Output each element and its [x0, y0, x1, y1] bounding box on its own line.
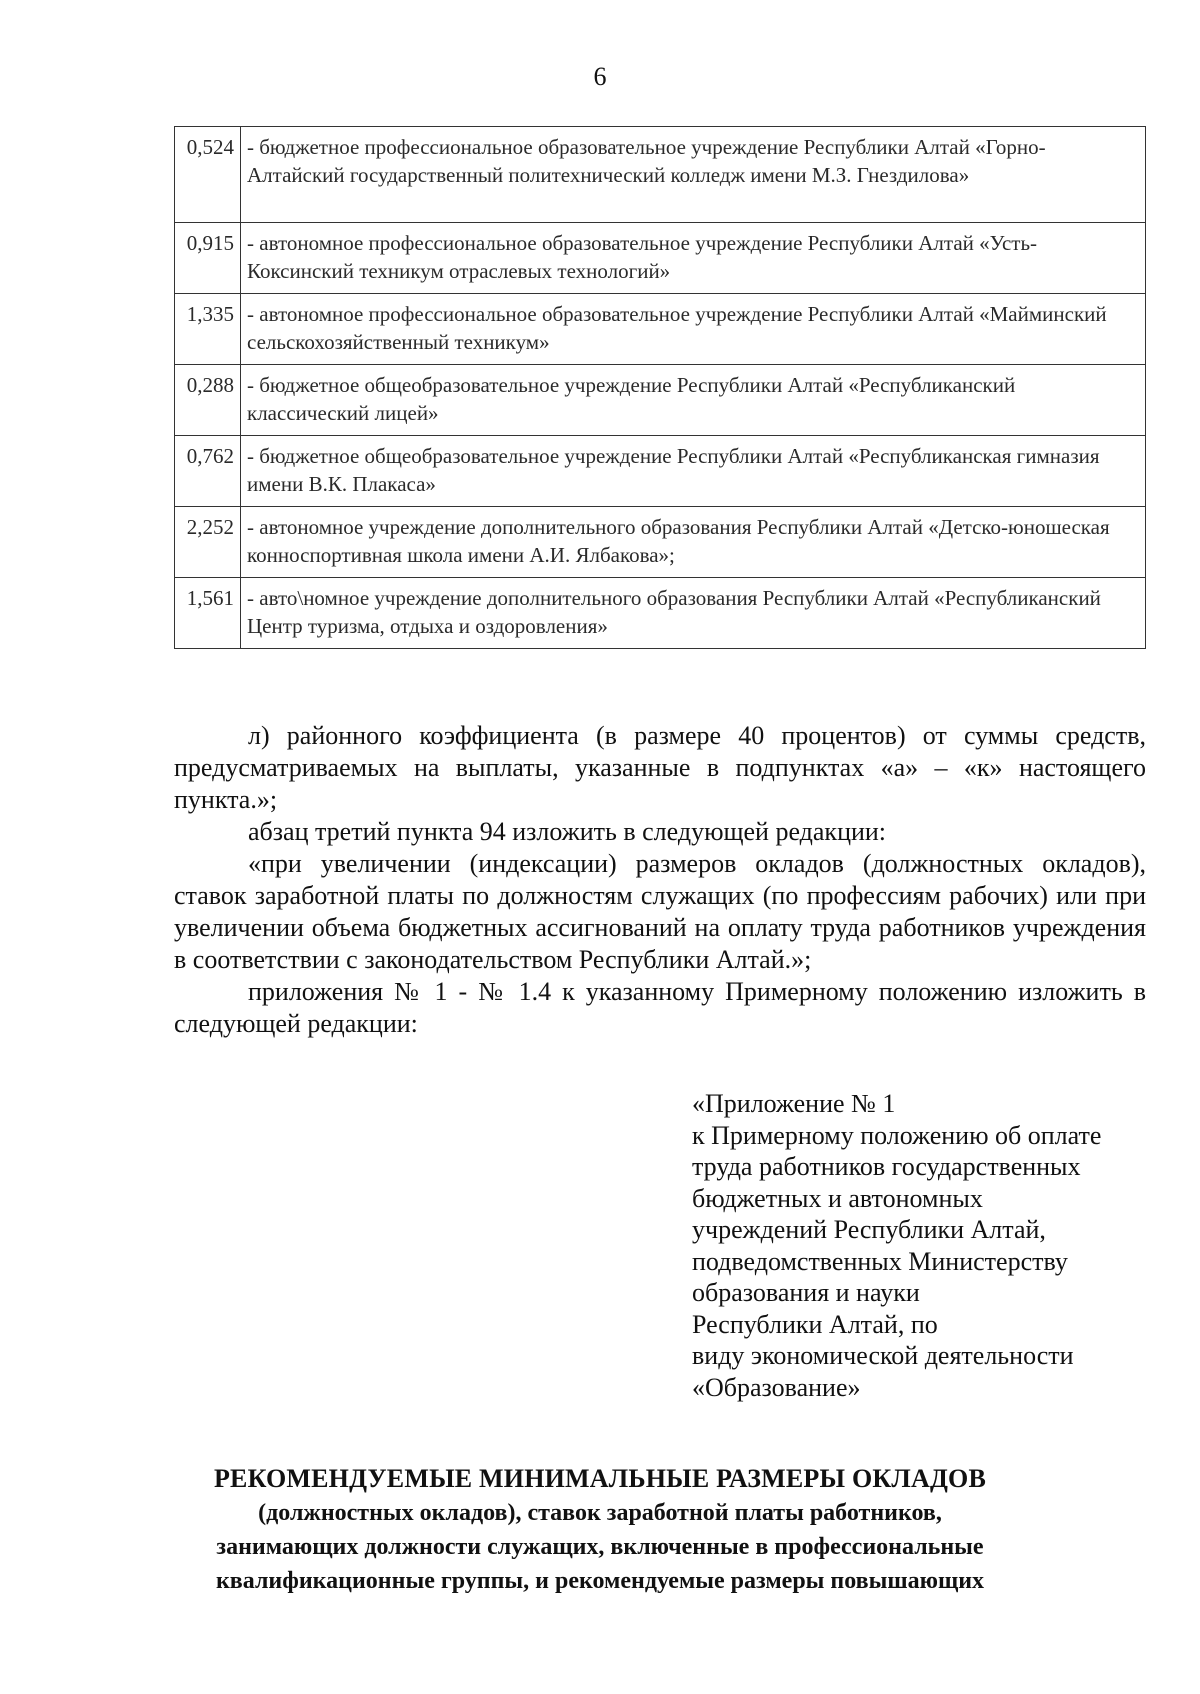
coefficient-table: [174, 126, 1146, 649]
paragraph-indexation: «при увеличении (индексации) размеров окладов (должностных окладов), ставок заработной платы по должностям служащих (по профессиям рабочих) или при увеличении объема бюджетных ассигнований на оплату труда работников учреждения в соответствии с законодательством Республики Алтай.»;: [174, 849, 1146, 974]
paragraph-amendment-94: абзац третий пункта 94 изложить в следующей редакции:: [248, 817, 887, 846]
table-row: [175, 223, 1146, 294]
coefficient-value: 1,335: [175, 294, 241, 365]
appendix-line: к Примерному положению об оплате: [692, 1120, 1102, 1150]
table-row: [175, 436, 1146, 507]
appendix-line: виду экономической деятельности: [692, 1341, 1074, 1370]
institution-name: - бюджетное общеобразовательное учреждение Республики Алтай «Республиканский классический лицей»: [241, 365, 1146, 436]
appendix-line: образования и науки: [692, 1278, 920, 1307]
appendix-line: «Приложение № 1: [692, 1089, 896, 1118]
table-row: [175, 127, 1146, 223]
institution-name: - бюджетное общеобразовательное учреждение Республики Алтай «Республиканская гимназия имени В.К. Плакаса»: [241, 436, 1146, 507]
table-row: [175, 294, 1146, 365]
table-row: [175, 578, 1146, 649]
appendix-line: «Образование»: [692, 1372, 861, 1402]
coefficient-value: 0,915: [175, 223, 241, 294]
institution-name: - автономное профессиональное образовательное учреждение Республики Алтай «Майминский сельскохозяйственный техникум»: [241, 294, 1146, 365]
appendix-line: Республики Алтай, по: [692, 1309, 938, 1339]
appendix-line: бюджетных и автономных: [692, 1183, 983, 1213]
page-number: 6: [593, 62, 607, 91]
appendix-line: учреждений Республики Алтай,: [692, 1215, 1046, 1244]
paragraph-appendices: приложения № 1 - № 1.4 к указанному Примерному положению изложить в следующей редакции:: [174, 977, 1146, 1038]
table-row: [175, 365, 1146, 436]
table-row: [175, 507, 1146, 578]
coefficient-value: 2,252: [175, 507, 241, 578]
heading-line: (должностных окладов), ставок заработной платы работников,: [258, 1500, 942, 1526]
institution-name: - автономное учреждение дополнительного образования Республики Алтай «Детско-юношеская конноспортивная школа имени А.И. Ялбакова»;: [241, 507, 1146, 578]
heading-line: занимающих должности служащих, включенные в профессиональные: [216, 1534, 984, 1560]
coefficient-value: 0,288: [175, 365, 241, 436]
institution-name: - автономное профессиональное образовательное учреждение Республики Алтай «Усть-Коксинский техникум отраслевых технологий»: [241, 223, 1146, 294]
coefficient-value: 1,561: [175, 578, 241, 649]
body-text: [174, 720, 1146, 1040]
heading-title: РЕКОМЕНДУЕМЫЕ МИНИМАЛЬНЫЕ РАЗМЕРЫ ОКЛАДОВ: [213, 1464, 987, 1493]
appendix-line: подведомственных Министерству: [692, 1246, 1068, 1276]
coefficient-value: 0,524: [175, 127, 241, 223]
section-heading: [150, 1462, 1050, 1598]
appendix-line: труда работников государственных: [692, 1152, 1081, 1181]
paragraph-regional-coefficient: л) районного коэффициента (в размере 40 процентов) от суммы средств, предусматриваемых на выплаты, указанные в подпунктах «а» – «к» настоящего пункта.»;: [174, 721, 1146, 814]
appendix-caption: [692, 1088, 1162, 1403]
institution-name: - авто\номное учреждение дополнительного образования Республики Алтай «Республиканский Центр туризма, отдыха и оздоровления»: [241, 578, 1146, 649]
institution-name: - бюджетное профессиональное образовательное учреждение Республики Алтай «Горно-Алтайский государственный политехнический колледж имени М.З. Гнездилова»: [241, 127, 1146, 223]
coefficient-value: 0,762: [175, 436, 241, 507]
heading-line: квалификационные группы, и рекомендуемые размеры повышающих: [215, 1568, 985, 1594]
